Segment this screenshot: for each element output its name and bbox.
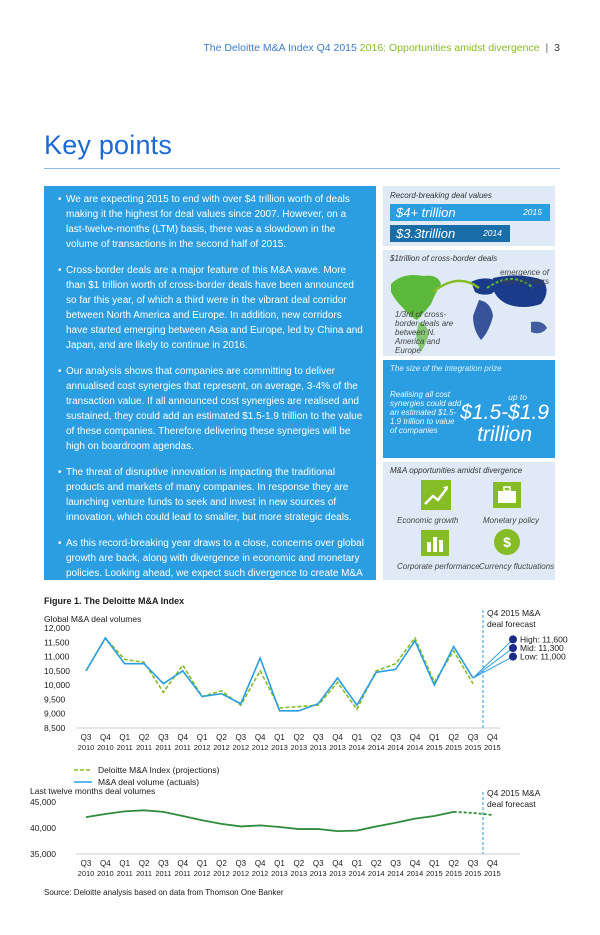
key-point-5: • As this record-breaking year draws to a close, concerns over global growth are back, along with divergence in economic and monetary policies. Looking ahead, we expect such divergence to create M&A opportunities and define dealmaking in 2016.	[58, 536, 364, 596]
running-header	[203, 42, 560, 54]
ltm-x-tick-year: 2015	[464, 869, 482, 878]
x-tick-year: 2014	[387, 743, 404, 752]
page-number: 3	[554, 42, 560, 54]
opportunity-corporate-performance: Corporate performance	[397, 562, 480, 571]
x-tick-year: 2013	[290, 743, 308, 752]
key-points-box	[44, 186, 376, 594]
ltm-volume-chart	[0, 786, 600, 882]
page-title: Key points	[44, 130, 173, 160]
x-tick-year: 2011	[116, 743, 133, 752]
ltm-x-tick-year: 2010	[97, 869, 114, 878]
x-tick-quarter: Q3	[235, 733, 247, 742]
legend-actual-label: M&A deal volume (actuals)	[98, 777, 200, 787]
ltm-x-tick-quarter: Q1	[274, 859, 285, 868]
ltm-forecast-label-line2: deal forecast	[487, 799, 536, 809]
opportunities-panel	[383, 462, 555, 580]
y-tick-label: 9,000	[44, 708, 66, 719]
ltm-x-tick-quarter: Q3	[235, 859, 247, 868]
svg-text:$: $	[503, 534, 511, 550]
x-tick-quarter: Q1	[274, 733, 285, 742]
ltm-x-tick-quarter: Q2	[293, 859, 305, 868]
ltm-x-tick-quarter: Q1	[196, 859, 208, 868]
x-tick-year: 2014	[406, 743, 424, 752]
x-tick-quarter: Q2	[138, 733, 150, 742]
y-tick-label: 12,000	[44, 623, 70, 633]
x-tick-year: 2014	[367, 743, 385, 752]
ltm-x-tick-quarter: Q4	[254, 859, 266, 868]
y-tick-label: 10,500	[44, 665, 70, 676]
forecast-low-label: Low: 11,000	[520, 651, 566, 662]
ltm-x-tick-year: 2015	[484, 869, 501, 878]
x-tick-quarter: Q3	[467, 733, 479, 742]
x-tick-quarter: Q3	[158, 733, 169, 742]
x-tick-quarter: Q3	[80, 733, 92, 742]
forecast-high-line	[473, 639, 513, 678]
ltm-x-tick-year: 2010	[77, 869, 95, 878]
synergy-value-range: $1.5-$1.9	[460, 401, 549, 424]
key-points-list	[58, 192, 364, 596]
key-point-1: • We are expecting 2015 to end with over $4 trillion worth of deals making it the highest for deal values since 2007. However, on a last-twelve-months (LTM) basis, there was a slowdown in the volume of transactions in the second half of 2015.	[58, 192, 364, 252]
x-tick-year: 2012	[232, 743, 250, 752]
cross-border-caption: $1trillion of cross-border deals	[390, 254, 498, 263]
y-tick-label: 11,000	[44, 651, 70, 662]
forecast-mid-dot	[509, 644, 517, 652]
synergy-value	[460, 402, 549, 446]
ltm-x-tick-quarter: Q3	[390, 859, 401, 868]
ltm-x-tick-quarter: Q3	[158, 859, 169, 868]
header-divider: |	[545, 42, 549, 54]
x-tick-year: 2010	[97, 743, 114, 752]
forecast-high-label: High: 11,600	[520, 634, 568, 645]
ltm-x-tick-quarter: Q3	[312, 859, 324, 868]
x-tick-quarter: Q4	[177, 733, 189, 742]
ltm-x-tick-quarter: Q1	[428, 859, 440, 868]
x-tick-quarter: Q4	[487, 733, 498, 742]
integration-prize-panel	[383, 360, 555, 458]
ltm-axis-title: Last twelve months deal volumes	[30, 786, 156, 796]
integration-prize-caption: The size of the integration prize	[390, 364, 502, 373]
ltm-x-tick-year: 2014	[367, 869, 385, 878]
ltm-x-tick-year: 2012	[232, 869, 250, 878]
deal-value-2015: $4+ trillion	[396, 205, 456, 220]
opportunity-economic-growth: Economic growth	[397, 516, 459, 525]
x-tick-year: 2010	[77, 743, 95, 752]
growth-chart-icon	[421, 480, 451, 510]
y-tick-label: 11,500	[44, 637, 70, 648]
ltm-x-tick-quarter: Q2	[448, 859, 459, 868]
forecast-label: Q4 2015 M&A	[487, 608, 541, 618]
ltm-x-tick-year: 2014	[348, 869, 366, 878]
deal-value-bar-2015	[390, 204, 550, 221]
ltm-x-tick-quarter: Q4	[332, 859, 343, 868]
x-tick-quarter: Q1	[119, 733, 131, 742]
opportunities-caption: M&A opportunities amidst divergence	[390, 466, 523, 475]
ltm-x-tick-quarter: Q1	[351, 859, 363, 868]
briefcase-icon	[493, 482, 521, 508]
ltm-x-tick-year: 2011	[116, 869, 133, 878]
x-tick-year: 2013	[271, 743, 288, 752]
figure-title: Figure 1. The Deloitte M&A Index	[44, 596, 185, 606]
x-tick-year: 2015	[464, 743, 482, 752]
x-tick-year: 2015	[484, 743, 501, 752]
new-corridors-label: emergence of new corridors	[500, 268, 549, 286]
x-tick-year: 2015	[425, 743, 443, 752]
x-tick-quarter: Q4	[409, 733, 421, 742]
ltm-x-tick-year: 2012	[251, 869, 269, 878]
deal-value-bar-2014	[390, 225, 510, 242]
ltm-x-tick-quarter: Q2	[138, 859, 150, 868]
x-tick-year: 2015	[445, 743, 462, 752]
record-deal-values-caption: Record-breaking deal values	[390, 191, 492, 200]
header-title: The Deloitte M&A Index Q4 2015	[203, 42, 357, 54]
deal-year-2015: 2015	[523, 207, 542, 217]
ltm-x-tick-quarter: Q3	[80, 859, 92, 868]
ltm-x-tick-year: 2013	[329, 869, 346, 878]
ma-index-chart	[0, 606, 600, 766]
up-to-label: up to	[508, 392, 527, 402]
ltm-x-tick-year: 2014	[387, 869, 404, 878]
ltm-x-tick-year: 2011	[155, 869, 172, 878]
synergy-description: Realising all cost synergies could add an estimated $1.5-1.9 trillion to value of companies	[390, 390, 462, 435]
ltm-x-tick-quarter: Q1	[119, 859, 131, 868]
opportunity-monetary-policy: Monetary policy	[483, 516, 540, 525]
header-subtitle: 2016: Opportunities amidst divergence	[359, 42, 540, 54]
ltm-x-tick-year: 2013	[271, 869, 288, 878]
forecast-high-dot	[509, 635, 517, 643]
bar-chart-icon	[421, 530, 449, 556]
x-tick-year: 2012	[251, 743, 269, 752]
legend-projection-label: Deloitte M&A Index (projections)	[98, 765, 220, 775]
y-tick-label: 10,000	[44, 680, 70, 691]
ltm-y-tick-label: 45,000	[30, 797, 56, 807]
x-tick-quarter: Q1	[196, 733, 208, 742]
ltm-y-tick-label: 40,000	[30, 823, 56, 833]
title-rule	[44, 168, 560, 169]
x-tick-year: 2012	[193, 743, 211, 752]
x-tick-quarter: Q2	[216, 733, 227, 742]
forecast-low-line	[473, 657, 513, 678]
x-tick-year: 2014	[348, 743, 366, 752]
deal-year-2014: 2014	[483, 228, 502, 238]
ltm-x-tick-year: 2013	[290, 869, 308, 878]
key-point-2: • Cross-border deals are a major feature of this M&A wave. More than $1 trillion worth of cross-border deals have been announced so far this year, of which a third were in the vibrant deal corridor between North America and Europe. In addition, new corridors have started emerging between Asia and Europe, led by China and Japan, and are likely to continue in 2016.	[58, 263, 364, 353]
chart-legend	[0, 764, 600, 788]
y-tick-label: 9,500	[44, 694, 66, 705]
synergy-value-unit: trillion	[477, 423, 533, 446]
x-tick-year: 2011	[174, 743, 191, 752]
x-tick-quarter: Q2	[293, 733, 305, 742]
ltm-x-tick-quarter: Q3	[467, 859, 479, 868]
third-of-deals-label: 1/3rd of cross-border deals are between N. America and Europe	[395, 310, 454, 355]
source-note: Source: Deloitte analysis based on data from Thomson One Banker	[44, 888, 284, 897]
ltm-forecast-label: Q4 2015 M&A	[487, 788, 541, 798]
ltm-x-tick-quarter: Q4	[100, 859, 111, 868]
actual-series-line	[86, 638, 473, 711]
ltm-x-tick-year: 2015	[425, 869, 443, 878]
x-tick-quarter: Q4	[332, 733, 343, 742]
ltm-x-tick-quarter: Q4	[177, 859, 189, 868]
currency-icon	[493, 528, 521, 556]
ltm-forecast-line	[454, 812, 493, 815]
x-tick-year: 2012	[213, 743, 230, 752]
ltm-series-line	[86, 810, 454, 831]
ltm-x-tick-year: 2011	[135, 869, 153, 878]
key-point-4: • The threat of disruptive innovation is impacting the traditional products and markets of many companies. In response they are launching venture funds to seek and invest in new sources of innovation, which could lead to smaller, but more strategic deals.	[58, 465, 364, 525]
ltm-x-tick-year: 2013	[309, 869, 327, 878]
forecast-label-line2: deal forecast	[487, 619, 536, 629]
x-tick-quarter: Q4	[100, 733, 111, 742]
x-tick-quarter: Q3	[312, 733, 324, 742]
x-tick-quarter: Q3	[390, 733, 401, 742]
x-tick-quarter: Q4	[254, 733, 266, 742]
ltm-x-tick-year: 2011	[174, 869, 191, 878]
cross-border-panel	[383, 250, 555, 356]
x-tick-quarter: Q1	[351, 733, 363, 742]
x-tick-year: 2011	[135, 743, 153, 752]
ltm-x-tick-quarter: Q2	[216, 859, 227, 868]
y-tick-label: 8,500	[44, 723, 66, 733]
projection-series-line	[86, 638, 473, 709]
x-tick-quarter: Q2	[370, 733, 382, 742]
ltm-x-tick-year: 2015	[445, 869, 462, 878]
key-point-3: • Our analysis shows that companies are committing to deliver annualised cost synergies that represent, on average, 3-4% of the transaction value. If all announced cost synergies are realised and sustained, they could add an estimated $1.5-1.9 trillion to the value of these companies. Therefore delivering these synergies will be high on boardroom agendas.	[58, 364, 364, 454]
record-deal-values-panel	[383, 186, 555, 246]
ltm-x-tick-year: 2014	[406, 869, 424, 878]
ltm-x-tick-quarter: Q2	[370, 859, 382, 868]
x-tick-year: 2013	[309, 743, 327, 752]
forecast-mid-label: Mid: 11,300	[520, 643, 564, 653]
x-tick-year: 2011	[155, 743, 172, 752]
y-axis-title: Global M&A deal volumes	[44, 614, 142, 624]
opportunity-currency-fluctuations: Currency fluctuations	[479, 562, 555, 571]
ltm-x-tick-year: 2012	[213, 869, 230, 878]
forecast-mid-line	[473, 648, 513, 678]
deal-value-2014: $3.3trillion	[396, 226, 456, 241]
forecast-low-dot	[509, 653, 517, 661]
ltm-x-tick-year: 2012	[193, 869, 211, 878]
x-tick-quarter: Q2	[448, 733, 459, 742]
x-tick-quarter: Q1	[428, 733, 440, 742]
ltm-x-tick-quarter: Q4	[487, 859, 498, 868]
x-tick-year: 2013	[329, 743, 346, 752]
ltm-x-tick-quarter: Q4	[409, 859, 421, 868]
ltm-y-tick-label: 35,000	[30, 849, 56, 859]
